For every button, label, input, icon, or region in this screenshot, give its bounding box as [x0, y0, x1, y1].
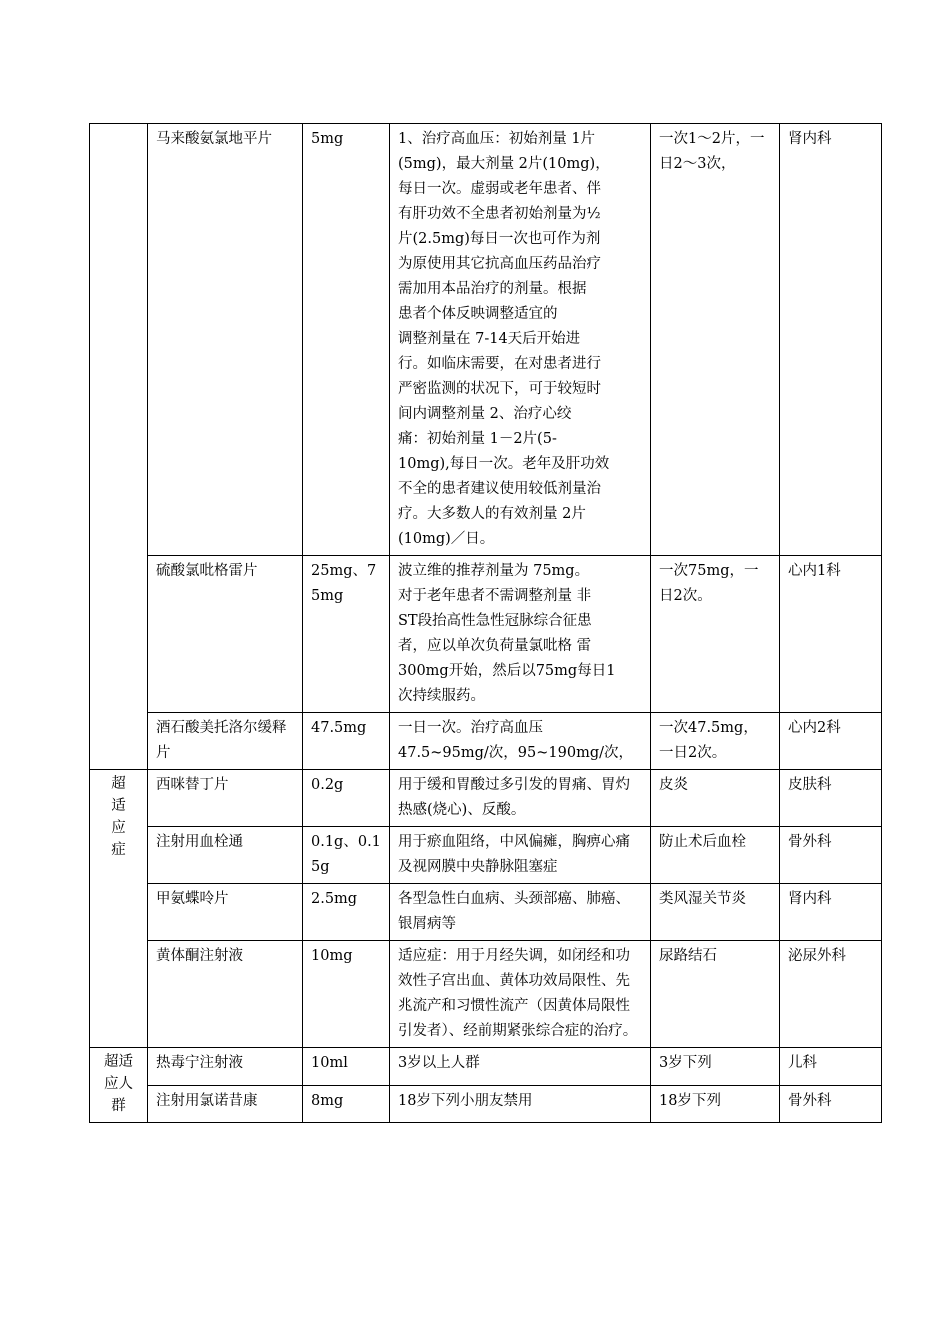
table-row — [90, 941, 882, 1048]
drug-name: 热毒宁注射液 — [148, 1048, 303, 1086]
indication-line: ST段抬高性急性冠脉综合征患 — [398, 613, 592, 629]
drug-usage: 3岁下列 — [651, 1048, 780, 1086]
drug-indication: 18岁下列小朋友禁用 — [390, 1085, 651, 1123]
table-row — [90, 770, 882, 827]
indication-line: 次持续服药。 — [398, 688, 485, 704]
drug-dose: 25mg、75mg — [303, 556, 390, 713]
indication-line: 片(2.5mg)每日一次也可作为剂 — [398, 231, 601, 247]
indication-line: 10mg),每日一次。老年及肝功效 — [398, 456, 610, 472]
drug-indication: 用于瘀血阻络，中风偏瘫，胸痹心痛及视网膜中央静脉阻塞症 — [390, 827, 651, 884]
drug-indication: 3岁以上人群 — [390, 1048, 651, 1086]
drug-name: 甲氨蝶呤片 — [148, 884, 303, 941]
drug-department: 泌尿外科 — [780, 941, 882, 1048]
drug-usage: 18岁下列 — [651, 1085, 780, 1123]
drug-usage: 防止术后血栓 — [651, 827, 780, 884]
indication-line: 每日一次。虚弱或老年患者、伴 — [398, 181, 601, 197]
drug-department: 心内2科 — [780, 713, 882, 770]
table-row — [90, 827, 882, 884]
drug-usage: 一次1～2片，一日2～3次， — [651, 124, 780, 556]
drug-indication — [390, 124, 651, 556]
drug-department: 心内1科 — [780, 556, 882, 713]
indication-line: 为原使用其它抗高血压药品治疗 — [398, 256, 601, 272]
table-row — [90, 124, 882, 556]
drug-name: 酒石酸美托洛尔缓释片 — [148, 713, 303, 770]
indication-line: 47.5~95mg/次，95~190mg/次， — [398, 745, 633, 761]
indication-line: 调整剂量在 7-14天后开始进 — [398, 331, 581, 347]
drug-name: 注射用血栓通 — [148, 827, 303, 884]
drug-usage: 皮炎 — [651, 770, 780, 827]
drug-department: 骨外科 — [780, 1085, 882, 1123]
drug-dose: 10mg — [303, 941, 390, 1048]
drug-dose: 10ml — [303, 1048, 390, 1086]
drug-dose: 0.2g — [303, 770, 390, 827]
indication-line: 一日一次。治疗高血压 — [398, 720, 543, 736]
indication-line: 不全的患者建议使用较低剂量治 — [398, 481, 601, 497]
indication-line: 患者个体反映调整适宜的 — [398, 306, 558, 322]
drug-department: 骨外科 — [780, 827, 882, 884]
drug-name: 黄体酮注射液 — [148, 941, 303, 1048]
indication-line: 300mg开始，然后以75mg每日1 — [398, 663, 616, 679]
table-row — [90, 1085, 882, 1123]
indication-line: 间内调整剂量 2、治疗心绞 — [398, 406, 572, 422]
table-row — [90, 556, 882, 713]
drug-department: 肾内科 — [780, 124, 882, 556]
indication-line: 波立维的推荐剂量为 75mg。 — [398, 563, 590, 579]
drug-indication: 用于缓和胃酸过多引发的胃痛、胃灼热感(烧心)、反酸。 — [390, 770, 651, 827]
drug-usage: 类风湿关节炎 — [651, 884, 780, 941]
drug-indication — [390, 713, 651, 770]
drug-department: 儿科 — [780, 1048, 882, 1086]
category-cell-empty — [90, 124, 148, 770]
indication-line: 严密监测的状况下，可于较短时 — [398, 381, 601, 397]
drug-usage: 尿路结石 — [651, 941, 780, 1048]
drug-dose: 2.5mg — [303, 884, 390, 941]
category-label: 超适应人群 — [104, 1054, 133, 1114]
drug-dose: 47.5mg — [303, 713, 390, 770]
drug-usage: 一次47.5mg，一日2次。 — [651, 713, 780, 770]
drug-dose: 0.1g、0.15g — [303, 827, 390, 884]
drug-department: 肾内科 — [780, 884, 882, 941]
table-row — [90, 713, 882, 770]
indication-line: 需加用本品治疗的剂量。根据 — [398, 281, 587, 297]
drug-indication: 适应症：用于月经失调，如闭经和功效性子宫出血、黄体功效局限性、先兆流产和习惯性流产（因黄体局限性引发者）、经前期紧张综合症的治疗。 — [390, 941, 651, 1048]
drug-name: 注射用氯诺昔康 — [148, 1085, 303, 1123]
drug-indication: 各型急性白血病、头颈部癌、肺癌、银屑病等 — [390, 884, 651, 941]
indication-line: (5mg)，最大剂量 2片(10mg)， — [398, 156, 610, 172]
drug-name: 马来酸氨氯地平片 — [148, 124, 303, 556]
category-label: 超适应症 — [111, 776, 126, 858]
indication-line: 疗。大多数人的有效剂量 2片 — [398, 506, 586, 522]
drug-name: 硫酸氯吡格雷片 — [148, 556, 303, 713]
indication-line: 对于老年患者不需调整剂量 非 — [398, 588, 592, 604]
category-over-indication — [90, 770, 148, 1048]
category-over-population — [90, 1048, 148, 1123]
indication-line: 者，应以单次负荷量氯吡格 雷 — [398, 638, 592, 654]
drug-dose: 5mg — [303, 124, 390, 556]
indication-line: 痛：初始剂量 1－2片(5- — [398, 431, 557, 447]
indication-line: 1、治疗高血压：初始剂量 1片 — [398, 131, 596, 147]
indication-line: 有肝功效不全患者初始剂量为½ — [398, 206, 601, 222]
drug-dose: 8mg — [303, 1085, 390, 1123]
indication-line: 行。如临床需要，在对患者进行 — [398, 356, 601, 372]
drug-table — [89, 123, 882, 1123]
drug-department: 皮肤科 — [780, 770, 882, 827]
indication-line: (10mg)／日。 — [398, 531, 495, 547]
drug-name: 西咪替丁片 — [148, 770, 303, 827]
drug-usage: 一次75mg，一日2次。 — [651, 556, 780, 713]
table-row — [90, 1048, 882, 1086]
drug-indication — [390, 556, 651, 713]
table-row — [90, 884, 882, 941]
